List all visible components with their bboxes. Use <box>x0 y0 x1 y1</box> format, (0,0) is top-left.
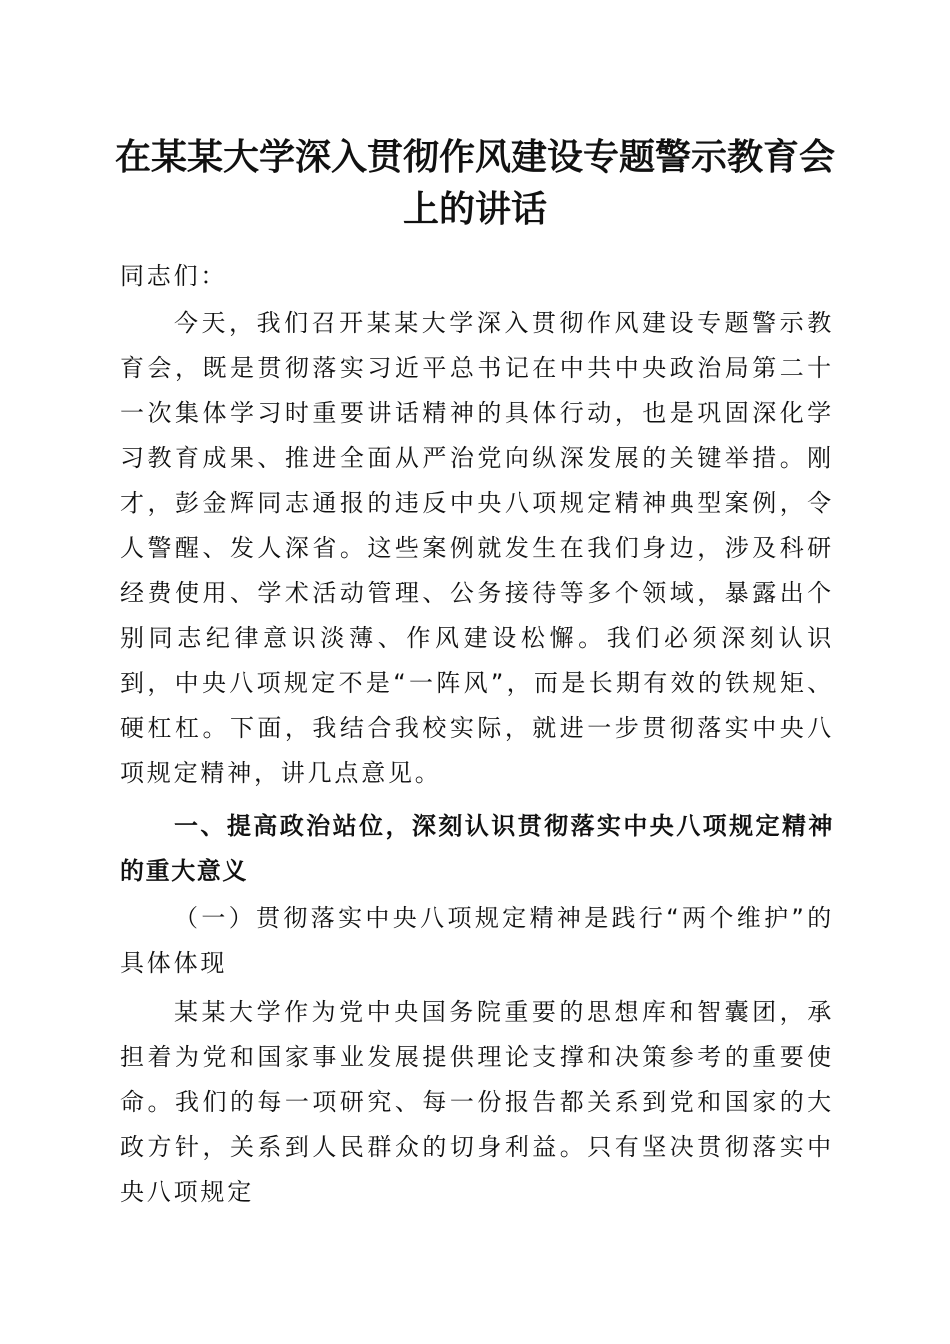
subsection-paragraph-1-1: 某某大学作为党中央国务院重要的思想库和智囊团，承担着为党和国家事业发展提供理论支撑和决策参考的重要使命。我们的每一项研究、每一份报告都关系到党和国家的大政方针，关系到人民群众的切身利益。只有坚决贯彻落实中央八项规定 <box>120 998 834 1206</box>
section-heading-1: 一、提高政治站位，深刻认识贯彻落实中央八项规定精神的重大意义 <box>120 812 834 885</box>
intro-paragraph: 今天，我们召开某某大学深入贯彻作风建设专题警示教育会，既是贯彻落实习近平总书记在中共中央政治局第二十一次集体学习时重要讲话精神的具体行动，也是巩固深化学习教育成果、推进全面从严治党向纵深发展的关键举措。刚才，彭金辉同志通报的违反中央八项规定精神典型案例，令人警醒、发人深省。这些案例就发生在我们身边，涉及科研经费使用、学术活动管理、公务接待等多个领域，暴露出个别同志纪律意识淡薄、作风建设松懈。我们必须深刻认识到，中央八项规定不是“一阵风”，而是长期有效的铁规矩、硬杠杠。下面，我结合我校实际，就进一步贯彻落实中央八项规定精神，讲几点意见。 <box>120 309 834 787</box>
salutation: 同志们： <box>120 262 228 290</box>
document-body <box>120 254 834 1215</box>
document-title: 在某某大学深入贯彻作风建设专题警示教育会上的讲话 <box>114 136 835 230</box>
subsection-heading-1-1: （一）贯彻落实中央八项规定精神是践行“两个维护”的具体体现 <box>120 904 834 977</box>
